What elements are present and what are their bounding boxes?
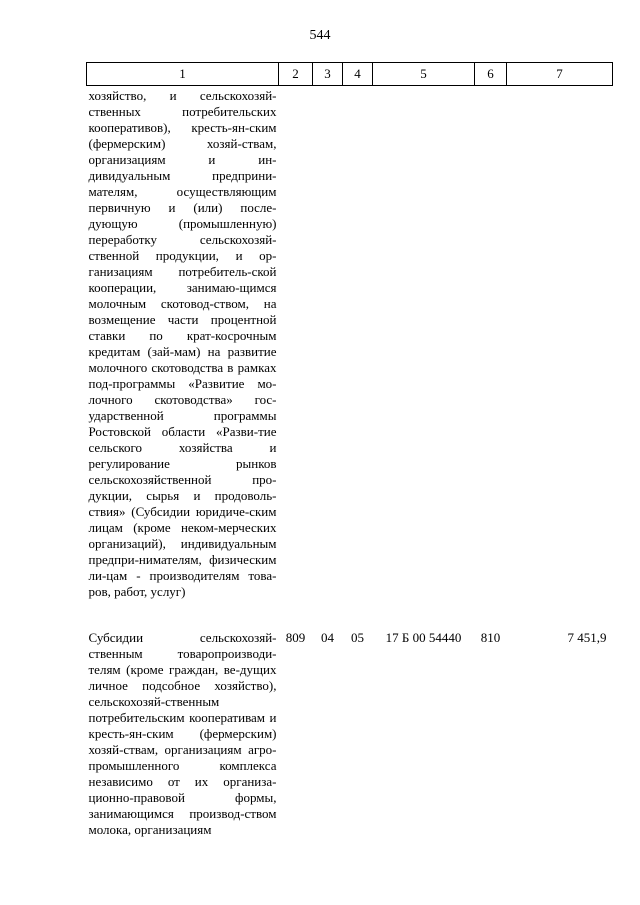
row-amount (507, 86, 613, 613)
header-col-3: 3 (313, 63, 343, 86)
row-ministry-code: 809 (285, 630, 306, 645)
table-row (87, 628, 613, 840)
header-col-7: 7 (507, 63, 613, 86)
header-col-5: 5 (373, 63, 475, 86)
row-subsection-code (343, 86, 373, 613)
row-spacer (87, 612, 613, 628)
budget-table (86, 62, 613, 840)
row-ministry-code (279, 86, 313, 613)
row-subsection-code: 05 (351, 630, 364, 645)
header-col-2: 2 (279, 63, 313, 86)
row-description: Субсидии сельскохозяй-ственным товаропроизводи-телям (кроме граждан, ве-дущих личное подсобное хозяйство), сельскохозяй-ственным потребительским кооперативам и кресть-ян-ским (фермерским) хозяй-ствам, организациям агро-промышленного комплекса независимо от их организа-ционно-правовой формы, занимающимся производ-ством молока, организациям (88, 630, 277, 837)
row-description: хозяйство, и сельскохозяй-ственных потребительских кооперативов), кресть-ян-ским (фермерским) хозяй-ствам, организациям и ин-дивидуальным предприни-мателям, осуществляющим первичную и (или) после-дующую (промышленную) переработку сельскохозяй-ственной продукции, и ор-ганизациям потребитель-ской кооперации, занимаю-щимся молочным скотовод-ством, на возмещение части процентной ставки по крат-косрочным кредитам (зай-мам) на развитие молочного скотоводства в рамках под-программы «Развитие мо-лочного скотоводства» гос-ударственной программы Ростовской области «Разви-тие сельского хозяйства и регулирование рынков сельскохозяйственной про-дукции, сырья и продоволь-ствия» (Субсидии юридиче-ским лицам (кроме неком-мерческих организаций), индивидуальным предпри-нимателям, физическим ли-цам - производителям това-ров, работ, услуг) (88, 88, 277, 599)
row-amount: 7 451,9 (567, 630, 607, 645)
row-section-code (313, 86, 343, 613)
row-section-code: 04 (321, 630, 334, 645)
header-col-1: 1 (87, 63, 279, 86)
table-row (87, 86, 613, 613)
row-expense-type: 810 (480, 630, 501, 645)
header-row (87, 63, 613, 86)
row-target-code (373, 86, 475, 613)
page-number: 544 (309, 28, 331, 43)
row-expense-type (475, 86, 507, 613)
header-col-6: 6 (475, 63, 507, 86)
header-col-4: 4 (343, 63, 373, 86)
row-target-code: 17 Б 00 54440 (385, 630, 462, 645)
